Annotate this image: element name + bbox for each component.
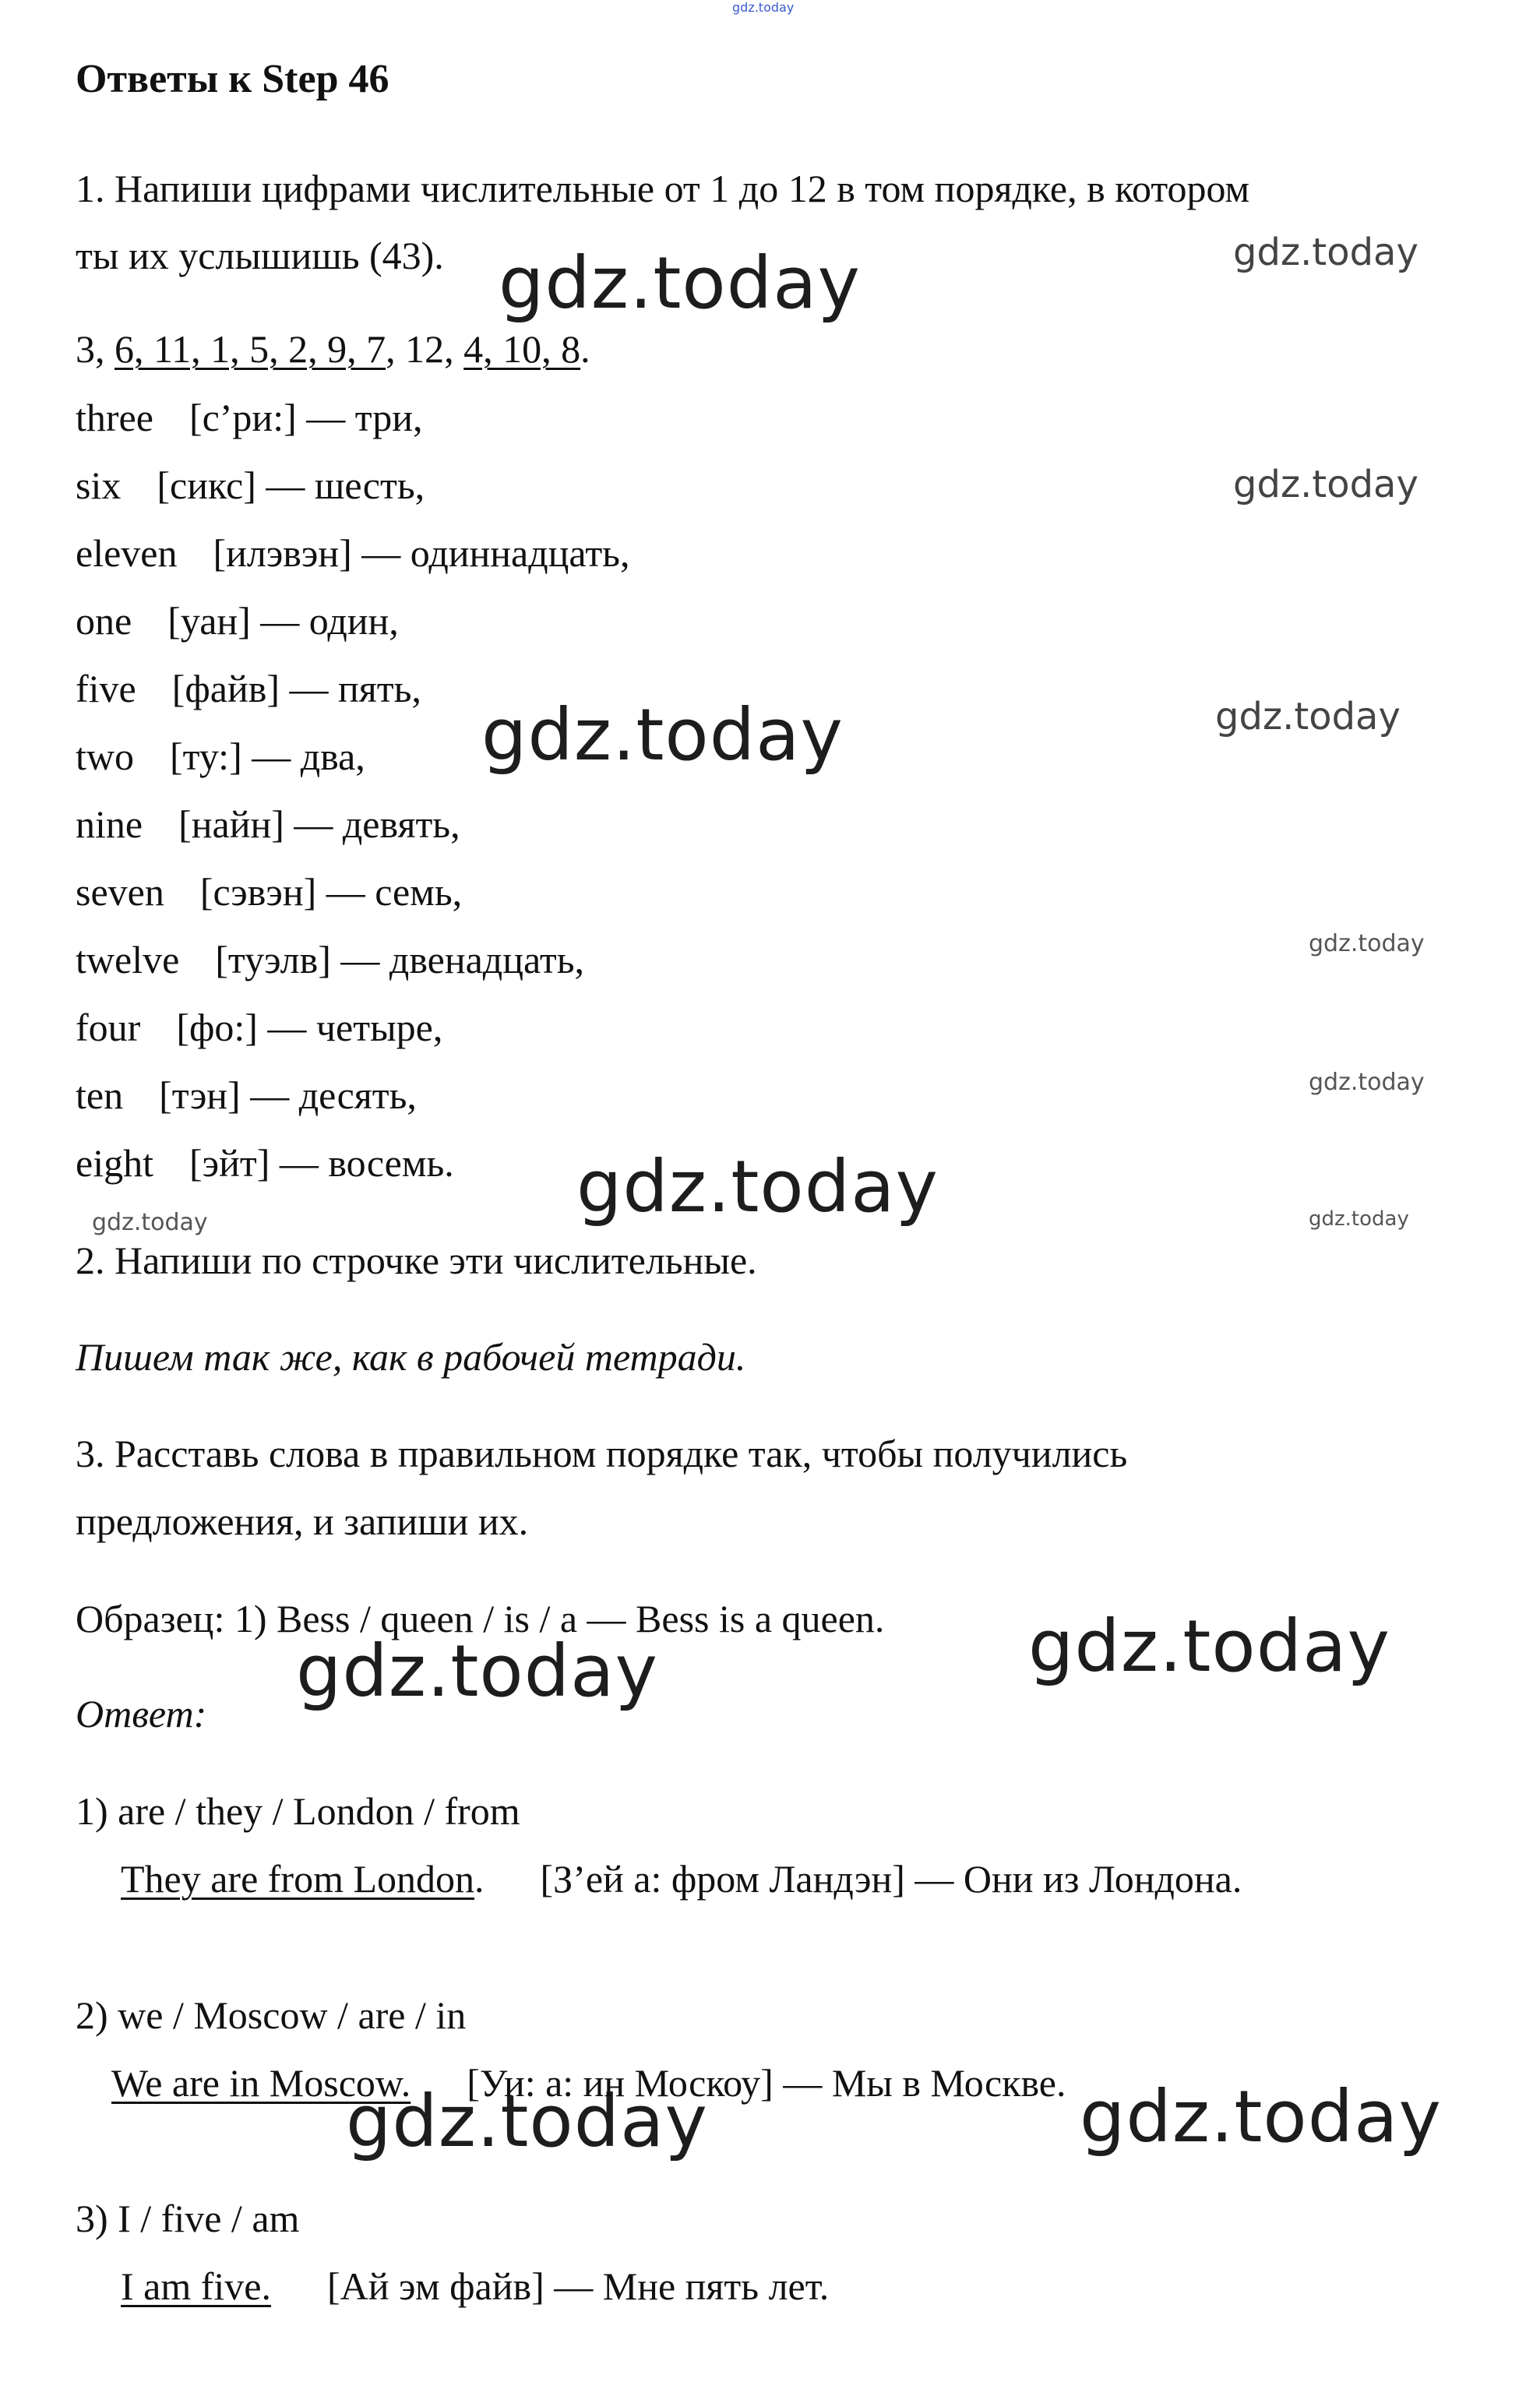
number-word: eight — [76, 1141, 153, 1185]
number-transcription: [найн] — девять, — [178, 802, 460, 846]
number-row — [76, 462, 425, 509]
watermark: gdz.today — [1215, 695, 1401, 738]
number-row — [76, 936, 584, 983]
task1-line2: ты их услышишь (43). — [76, 234, 444, 277]
watermark: gdz.today — [1233, 463, 1418, 506]
number-word: twelve — [76, 938, 180, 981]
number-transcription: [тэн] — десять, — [159, 1073, 417, 1117]
number-transcription: [файв] — пять, — [171, 667, 421, 710]
task3-item-answer-row — [76, 2060, 1066, 2106]
task3-line1: 3. Расставь слова в правильном порядке так, чтобы получились — [76, 1432, 1128, 1475]
task3-item-answer: They are from London — [121, 1857, 475, 1901]
number-row — [76, 1072, 417, 1119]
number-transcription: [туэлв] — двенадцать, — [215, 938, 585, 981]
watermark: gdz.today — [296, 1630, 658, 1713]
number-word: six — [76, 463, 122, 507]
task3-line2: предложения, и запиши их. — [76, 1499, 529, 1543]
number-row — [76, 1004, 442, 1051]
watermark: gdz.today — [499, 241, 861, 325]
watermark: gdz.today — [1309, 1069, 1425, 1096]
number-transcription: [эйт] — восемь. — [189, 1141, 454, 1185]
watermark: gdz.today — [92, 1209, 208, 1236]
number-row — [76, 665, 421, 712]
number-transcription: [илэвэн] — одиннадцать, — [213, 531, 630, 575]
task3-example: Образец: 1) Bess / queen / is / a — Bess is a queen. — [76, 1597, 885, 1640]
number-transcription: [сикс] — шесть, — [157, 463, 425, 507]
number-row — [76, 869, 462, 915]
number-transcription: [уан] — один, — [167, 599, 399, 643]
watermark: gdz.today — [346, 2080, 708, 2163]
number-word: five — [76, 667, 136, 710]
watermark: gdz.today — [481, 693, 844, 777]
answer-underlined: 6, 11, 1, 5, 2, 9, 7 — [115, 327, 386, 371]
watermark: gdz.today — [1028, 1605, 1390, 1688]
answer-part: . — [580, 327, 590, 371]
task3-item-answer-row — [76, 2263, 829, 2310]
task3-item-prompt: 1) are / they / London / from — [76, 1789, 520, 1833]
task1-line1: 1. Напиши цифрами числительные от 1 до 12 в том порядке, в котором — [76, 167, 1250, 210]
task3-item-answer: We are in Moscow. — [111, 2061, 411, 2105]
number-transcription: [фо:] — четыре, — [176, 1006, 443, 1049]
task3-item-transcription: [З’ей а: фром Ландэн] — Они из Лондона. — [540, 1857, 1242, 1901]
watermark: gdz.today — [1233, 231, 1418, 274]
number-word: eleven — [76, 531, 178, 575]
task3-item-answer: I am five. — [121, 2264, 271, 2308]
task2-note: Пишем так же, как в рабочей тетради. — [76, 1335, 746, 1379]
watermark-top: gdz.today — [732, 0, 795, 15]
number-row — [76, 801, 460, 847]
watermark: gdz.today — [1080, 2075, 1442, 2158]
task1-answer — [76, 326, 590, 372]
task3-item-prompt: 2) we / Moscow / are / in — [76, 1993, 467, 2037]
number-row — [76, 597, 399, 644]
task3-item-transcription: [Уи: а: ин Москоу] — Мы в Москве. — [467, 2061, 1066, 2105]
number-word: three — [76, 396, 153, 439]
number-word: ten — [76, 1073, 124, 1117]
number-row — [76, 733, 365, 780]
number-transcription: [ту:] — два, — [170, 735, 365, 778]
number-word: seven — [76, 870, 164, 914]
number-transcription: [сэвэн] — семь, — [199, 870, 463, 914]
watermark: gdz.today — [576, 1145, 939, 1228]
task2-heading: 2. Напиши по строчке эти числительные. — [76, 1239, 757, 1282]
answer-part: 3, — [76, 327, 115, 371]
number-word: four — [76, 1006, 141, 1049]
task3-answer-label: Ответ: — [76, 1692, 207, 1735]
answer-underlined: 4, 10, 8 — [463, 327, 581, 371]
watermark: gdz.today — [1309, 930, 1425, 957]
page-title: Ответы к Step 46 — [76, 57, 389, 101]
number-word: two — [76, 735, 134, 778]
number-row — [76, 1140, 454, 1186]
answer-part: , 12, — [386, 327, 464, 371]
task3-item-prompt: 3) I / five / am — [76, 2197, 300, 2240]
number-row — [76, 394, 422, 441]
task3-item-transcription: [Ай эм файв] — Мне пять лет. — [326, 2264, 830, 2308]
number-word: one — [76, 599, 132, 643]
task3-item-answer-row — [76, 1855, 1242, 1902]
number-row — [76, 530, 629, 576]
number-word: nine — [76, 802, 143, 846]
watermark: gdz.today — [1309, 1207, 1409, 1231]
number-transcription: [с’ри:] — три, — [189, 396, 423, 439]
task3-item-after: . — [474, 1857, 485, 1901]
